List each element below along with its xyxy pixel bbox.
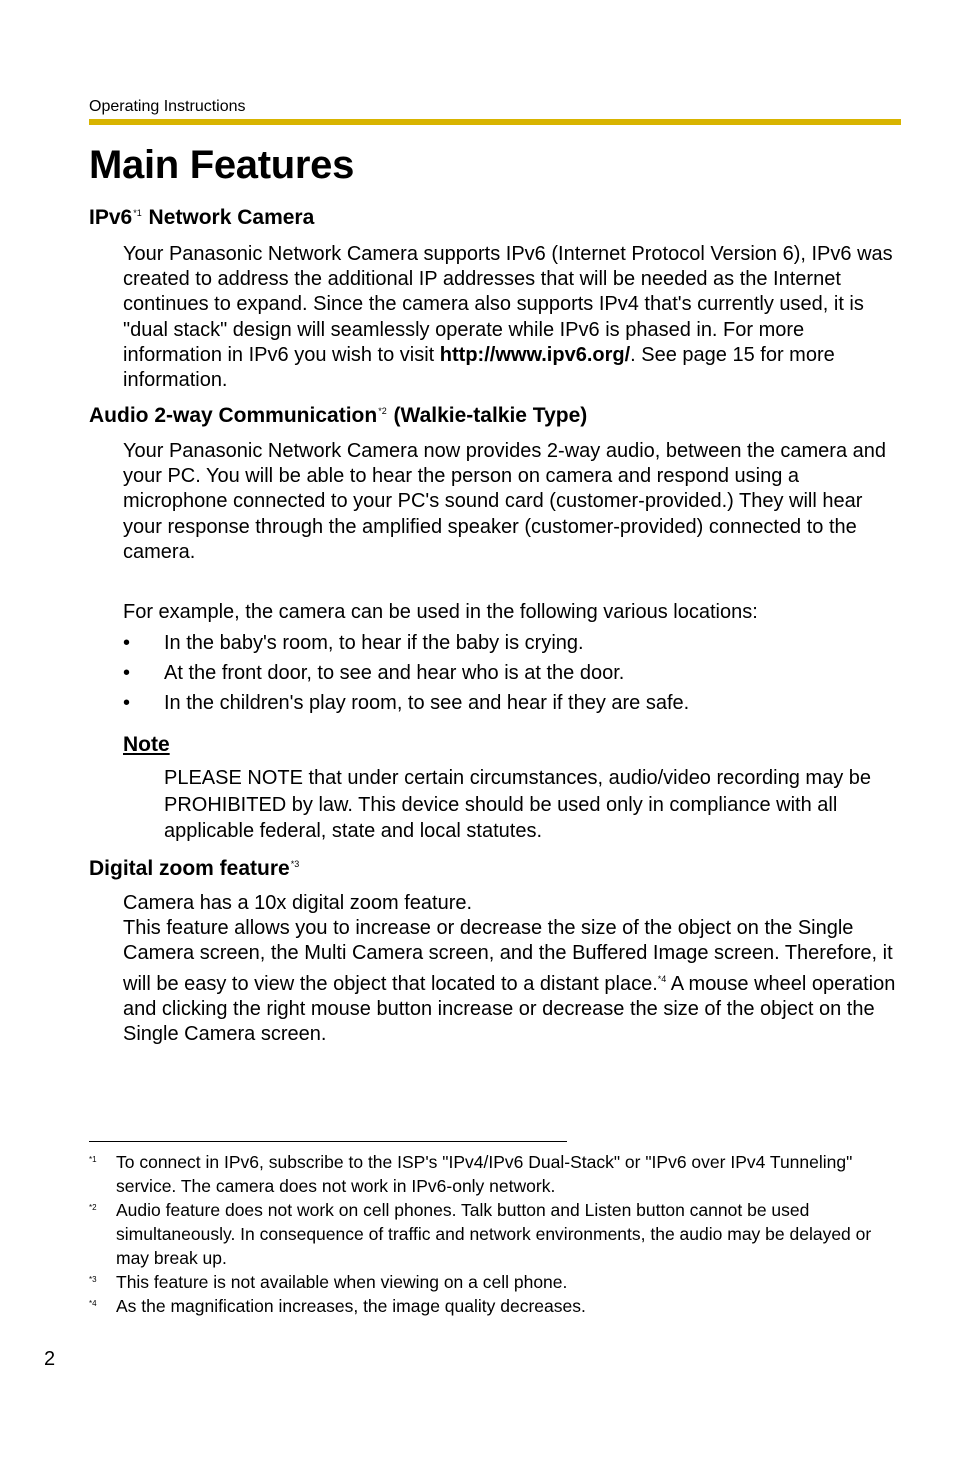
footnote [89, 1150, 879, 1198]
footnote-text: To connect in IPv6, subscribe to the ISP's "IPv4/IPv6 Dual-Stack" or "IPv6 over IPv4 Tunneling" service. The camera does not work in IPv6-only network. [116, 1152, 853, 1196]
list-item-text: In the children's play room, to see and hear if they are safe. [164, 692, 690, 714]
example-intro: For example, the camera can be used in the following various locations: [123, 601, 758, 623]
bullet-icon: • [123, 662, 131, 684]
footnotes [89, 1150, 879, 1318]
footnote-ref[interactable]: *1 [133, 208, 142, 218]
list-item-text: At the front door, to see and hear who is at the door. [164, 662, 625, 684]
list-item [123, 690, 903, 720]
page-title: Main Features [89, 143, 355, 187]
footnote-ref[interactable]: *4 [657, 973, 667, 984]
section-heading-zoom [89, 857, 300, 881]
heading-text: Digital zoom feature [89, 857, 290, 880]
heading-text: Audio 2-way Communication [89, 404, 378, 427]
footnote-divider [89, 1141, 567, 1142]
audio-paragraph: Your Panasonic Network Camera now provides 2-way audio, between the camera and your PC. You will be able to hear the person on camera and respond using a microphone connected to your PC's sound card (customer-provided.) They will hear your response through the amplified speaker (customer-provided) connected to the camera. [123, 440, 887, 563]
zoom-paragraph [123, 891, 903, 1047]
list-item [123, 630, 903, 660]
heading-text: IPv6 [89, 206, 133, 229]
ipv6-text: Your Panasonic Network Camera supports IPv6 (Internet Protocol Version 6), IPv6 was created to address the additional IP addresses that will be needed as the Internet continues to expand. Since the camera also supports IPv4 that's currently used, it is "dual stack" design will seamlessly operate while IPv6 is phased in. For more information in IPv6 you wish to visit [123, 243, 893, 366]
section-heading-ipv6 [89, 206, 314, 230]
bullet-icon: • [123, 632, 131, 654]
heading-text: (Walkie-talkie Type) [387, 404, 588, 427]
zoom-text: A mouse wheel operation and clicking the right mouse button increase or decrease the size of the object on the Single Camera screen. [123, 972, 896, 1046]
footnote [89, 1294, 879, 1318]
running-header: Operating Instructions [89, 98, 246, 115]
footnote-mark: *4 [89, 1299, 97, 1308]
footnote-text: This feature is not available when viewing on a cell phone. [116, 1272, 568, 1292]
ipv6-link[interactable]: http://www.ipv6.org/ [439, 343, 631, 366]
footnote-mark: *3 [89, 1275, 97, 1284]
footnote-ref[interactable]: *3 [290, 859, 300, 869]
section-heading-audio [89, 404, 587, 428]
page-number: 2 [44, 1348, 56, 1370]
footnote-text: As the magnification increases, the image quality decreases. [116, 1296, 586, 1316]
ipv6-text: . See page 15 for more information. [123, 343, 835, 392]
footnote-text: Audio feature does not work on cell phones. Talk button and Listen button cannot be used simultaneously. In consequence of traffic and network environments, the audio may be delayed or may break up. [116, 1200, 872, 1268]
note-body: PLEASE NOTE that under certain circumstances, audio/video recording may be PROHIBITED by law. This device should be used only in compliance with all applicable federal, state and local statutes. [164, 767, 872, 842]
header-rule [89, 119, 901, 125]
footnote [89, 1270, 879, 1294]
footnote-mark: *2 [89, 1203, 97, 1212]
location-list [123, 630, 903, 720]
note-heading: Note [123, 733, 170, 756]
ipv6-paragraph [123, 242, 903, 393]
list-item [123, 660, 903, 690]
zoom-line: Camera has a 10x digital zoom feature. [123, 892, 473, 914]
heading-text: Network Camera [142, 206, 315, 229]
footnote [89, 1198, 879, 1270]
footnote-ref[interactable]: *2 [378, 406, 387, 416]
list-item-text: In the baby's room, to hear if the baby is crying. [164, 632, 584, 654]
zoom-text: This feature allows you to increase or decrease the size of the object on the Single Camera screen, the Multi Camera screen, and the Buffered Image screen. Therefore, it will be easy to view the object that located to a distant place. [123, 917, 893, 995]
footnote-mark: *1 [89, 1155, 97, 1164]
bullet-icon: • [123, 692, 131, 714]
